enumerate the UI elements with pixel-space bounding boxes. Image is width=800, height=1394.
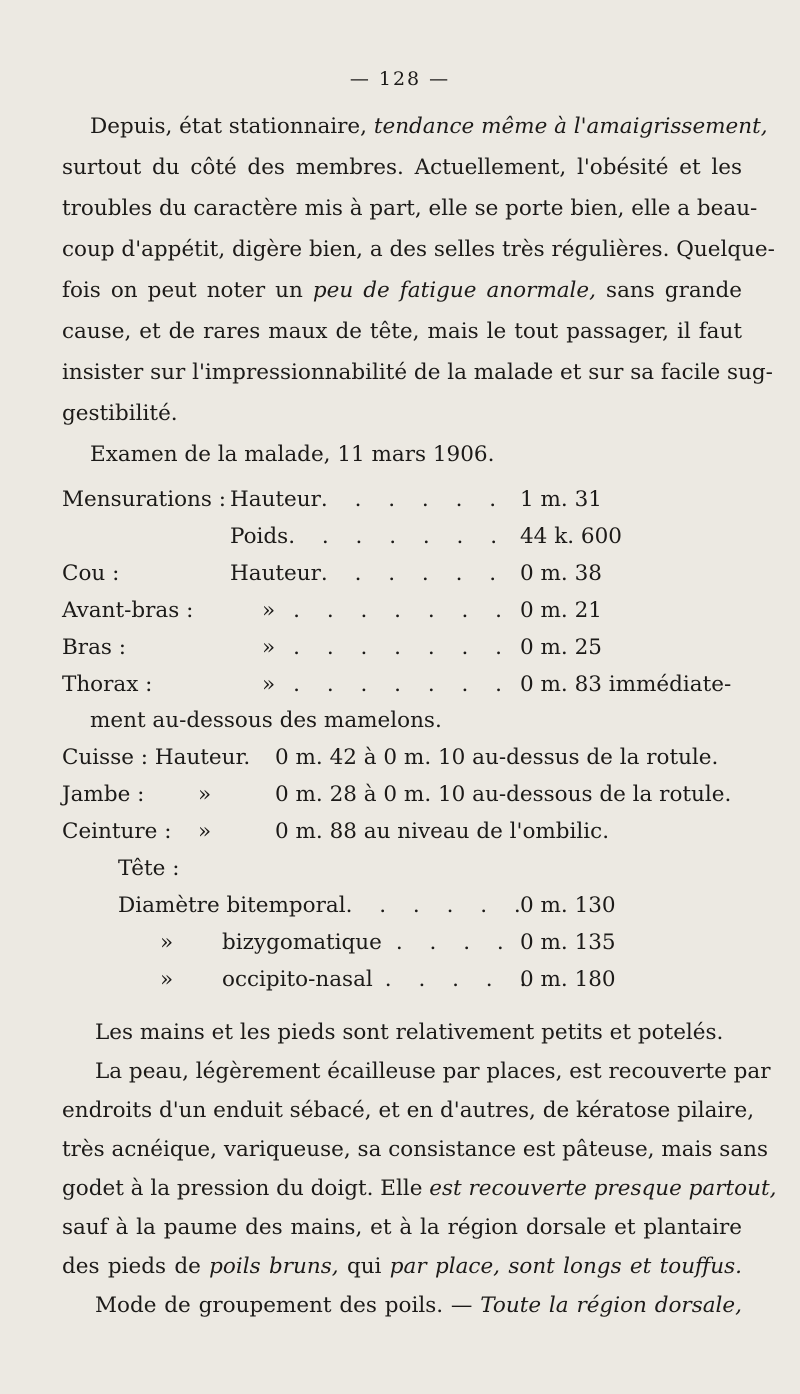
measure-label: Avant-bras : — [62, 598, 194, 623]
text-line: gestibilité. — [62, 401, 178, 426]
exam-line: Examen de la malade, 11 mars 1906. — [90, 442, 495, 467]
text-line: sauf à la paume des mains, et à la région dorsale et plantaire — [62, 1215, 742, 1240]
head-label: Tête : — [118, 856, 180, 881]
text-line: La peau, légèrement écailleuse par places, est recouverte par — [95, 1059, 771, 1084]
measure-value: 44 k. 600 — [520, 524, 622, 549]
head-measure-label: occipito-nasal . . . . . — [222, 967, 537, 992]
measure-sub: » . . . . . . . — [262, 598, 513, 623]
text-line: endroits d'un enduit sébacé, et en d'autres, de kératose pilaire, — [62, 1098, 755, 1123]
measure-label: Cou : — [62, 561, 120, 586]
measure-label: Bras : — [62, 635, 127, 660]
text-line: très acnéique, variqueuse, sa consistance est pâteuse, mais sans — [62, 1137, 769, 1162]
text-line: troubles du caractère mis à part, elle se porte bien, elle a beau- — [62, 196, 758, 221]
measure-value: 0 m. 25 — [520, 635, 602, 660]
measure-sub: » . . . . . . . — [262, 635, 513, 660]
text-line: coup d'appétit, digère bien, a des selles très régulières. Quelque- — [62, 237, 775, 262]
measure-label: Mensurations : — [62, 487, 226, 512]
limb-value: 0 m. 88 au niveau de l'ombilic. — [275, 819, 610, 844]
paragraph-4: Mode de groupement des poils. — Toute la région dorsale, — [95, 1293, 742, 1318]
thorax-continuation: ment au-dessous des mamelons. — [90, 708, 442, 733]
limb-value: 0 m. 42 à 0 m. 10 au-dessus de la rotule. — [275, 745, 719, 770]
text-line: insister sur l'impressionnabilité de la malade et sur sa facile sug- — [62, 360, 773, 385]
head-measure-value: 0 m. 130 — [520, 893, 616, 918]
text-line: cause, et de rares maux de tête, mais le tout passager, il faut — [62, 319, 742, 344]
page-number: — 128 — — [349, 68, 451, 90]
paragraph-2: Les mains et les pieds sont relativement petits et potelés. — [95, 1020, 724, 1045]
limb-value: 0 m. 28 à 0 m. 10 au-dessous de la rotule. — [275, 782, 732, 807]
measure-value: 0 m. 38 — [520, 561, 602, 586]
text-line: surtout du côté des membres. Actuellement, l'obésité et les — [62, 155, 742, 180]
head-measure-value: 0 m. 180 — [520, 967, 616, 992]
measure-value: 0 m. 21 — [520, 598, 602, 623]
limb-label: Jambe : — [62, 782, 145, 807]
ditto-mark: » — [198, 782, 212, 807]
text-line: Depuis, état stationnaire, tendance même à l'amaigrissement, — [90, 114, 768, 139]
measure-sub: » . . . . . . . — [262, 672, 513, 697]
measure-value: 0 m. 83 immédiate- — [520, 672, 732, 697]
ditto-mark: » — [160, 930, 174, 955]
measure-sub: Hauteur. . . . . . — [230, 487, 507, 512]
limb-label: Cuisse : Hauteur. — [62, 745, 251, 770]
text-line: fois on peut noter un peu de fatigue anormale, sans grande — [62, 278, 743, 303]
measure-sub: Poids. . . . . . . — [230, 524, 508, 549]
limb-label: Ceinture : — [62, 819, 172, 844]
measure-label: Thorax : — [62, 672, 153, 697]
head-measure-label: Diamètre bitemporal. . . . . . — [118, 893, 531, 918]
ditto-mark: » — [198, 819, 212, 844]
measure-value: 1 m. 31 — [520, 487, 602, 512]
text-line: godet à la pression du doigt. Elle est recouverte presque partout, — [62, 1176, 777, 1201]
head-measure-label: bizygomatique . . . . — [222, 930, 514, 955]
ditto-mark: » — [160, 967, 174, 992]
head-measure-value: 0 m. 135 — [520, 930, 616, 955]
measure-sub: Hauteur. . . . . . — [230, 561, 507, 586]
text-line: des pieds de poils bruns, qui par place, sont longs et touffus. — [62, 1254, 743, 1279]
